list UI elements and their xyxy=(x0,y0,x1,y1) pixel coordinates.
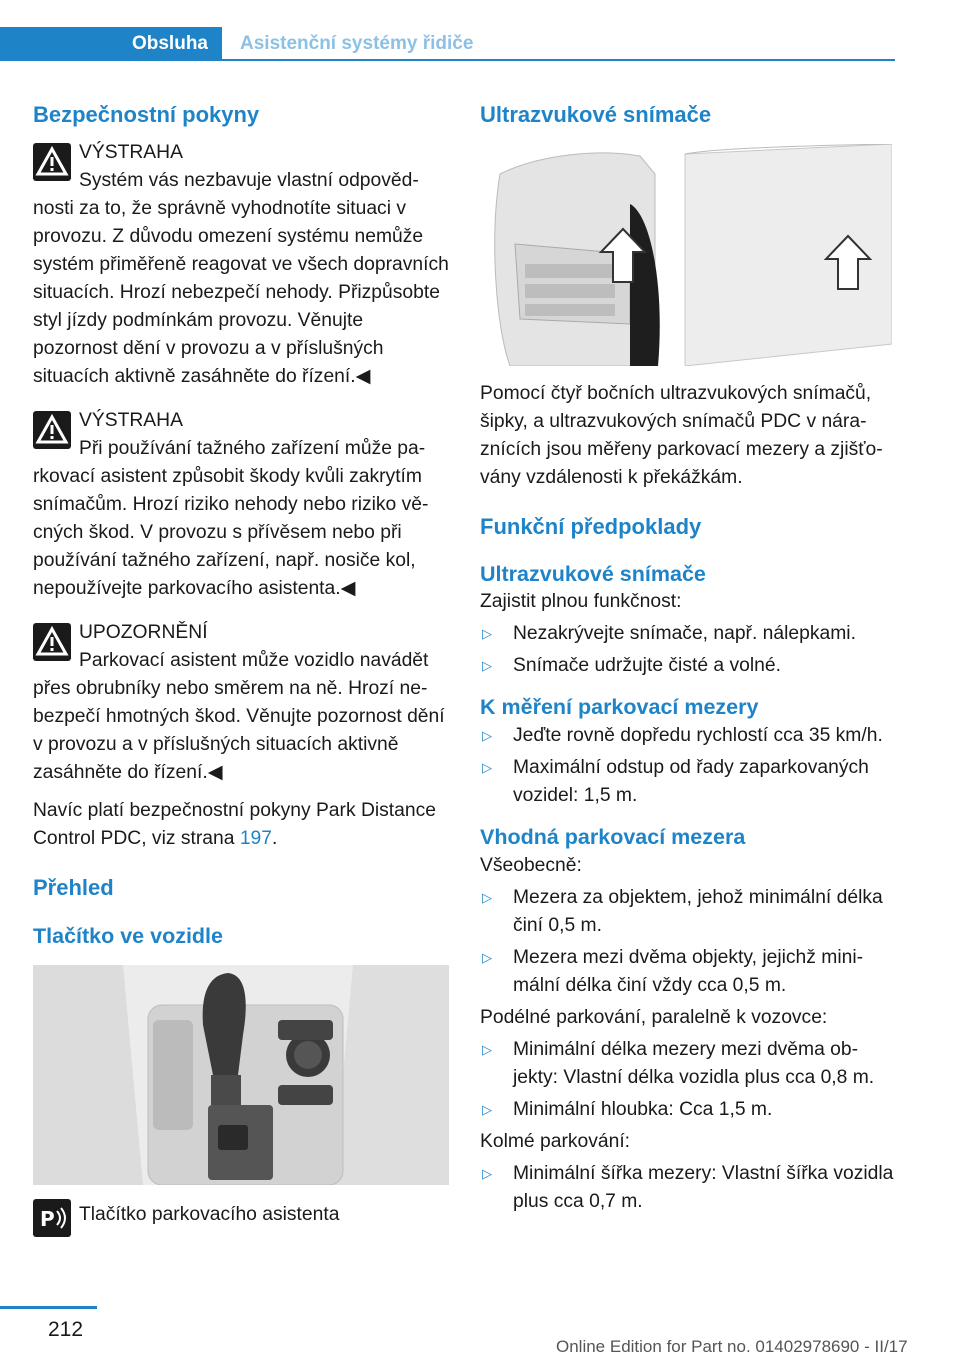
warning-text: Systém vás nezbavuje vlastní odpovědnosti za to, že správně vyhodnotíte situaci v provozu. Z důvodu omezení systému nemůže systém přiměřeně reagovat ve všech dopravních situacích. Hrozí nebezpečí nehody. Přizpůsobte styl jízdy podmínkám provozu. Věnujte pozornost dění v provozu a v příslušných situacích aktivně zasáhněte do řízení.◀ xyxy=(33,170,449,387)
pdc-reference xyxy=(33,797,449,853)
pdc-text: Navíc platí bezpečnostní pokyny Park Distance Control PDC, viz strana xyxy=(33,800,436,849)
warning-label: VÝSTRAHA xyxy=(79,410,183,431)
left-column xyxy=(33,100,449,1229)
bullet-triangle-icon: ▷ xyxy=(482,1166,492,1181)
list-item: ▷ Mezera za objektem, jehož minimální délka činí 0,5 m. xyxy=(480,884,896,940)
bullet-triangle-icon: ▷ xyxy=(482,1042,492,1057)
list-item: ▷ Snímače udržujte čisté a volné. xyxy=(480,652,896,680)
requirements-title: Funkční předpoklady xyxy=(480,514,702,539)
list-item: ▷ Jeďte rovně dopředu rychlostí cca 35 km/h. xyxy=(480,722,896,750)
safety-title: Bezpečnostní pokyny xyxy=(33,102,260,127)
warning-triangle-icon xyxy=(33,143,71,181)
svg-text:P: P xyxy=(40,1207,55,1231)
list-item: ▷ Nezakrývejte snímače, např. nálepkami. xyxy=(480,620,896,648)
requirements-subtitle: Ultrazvukové snímače xyxy=(480,562,706,586)
warning-triangle-icon xyxy=(33,411,71,449)
warning-label: VÝSTRAHA xyxy=(79,142,183,163)
requirements-intro: Zajistit plnou funkčnost: xyxy=(480,591,682,612)
warning-block-2 xyxy=(33,405,449,603)
overview-title: Přehled xyxy=(33,875,114,900)
perpendicular-label: Kolmé parkování: xyxy=(480,1131,631,1152)
sensors-text: Pomocí čtyř bočních ultrazvukových snímačů, šipky, a ultrazvukových snímačů PDC v náraznících jsou měřeny parkovací mezery a zjišťovány vzdálenosti k překážkám. xyxy=(480,383,883,488)
parking-assist-icon xyxy=(33,1199,71,1237)
general-label: Všeobecně: xyxy=(480,855,582,876)
warning-text: Při používání tažného zařízení může parkovací asistent způsobit škody kvůli zakrytím snímačům. Hrozí riziko nehody nebo riziko věcných škod. V provozu s přívěsem nebo při používání tažného zařízení, např. nosiče kol, nepoužívejte parkovacího asistenta.◀ xyxy=(33,438,429,599)
header-tabs xyxy=(0,27,895,61)
tab-underline xyxy=(222,59,895,61)
page-number: 212 xyxy=(48,1318,84,1341)
bullet-triangle-icon: ▷ xyxy=(482,890,492,905)
notice-block xyxy=(33,617,449,787)
notice-text: Parkovací asistent může vozidlo navádět přes obrubníky nebo směrem na ně. Hrozí nebezpečí hmotných škod. Věnujte pozornost dění v provozu a v příslušných situacích aktivně zasáhněte do řízení.◀ xyxy=(33,650,445,783)
right-column xyxy=(480,100,896,1216)
measure-title: K měření parkovací mezery xyxy=(480,695,759,719)
list-item: ▷ Maximální odstup od řady zaparkovaných vozidel: 1,5 m. xyxy=(480,754,896,810)
warning-triangle-icon xyxy=(33,623,71,661)
console-image xyxy=(33,965,449,1185)
list-item: ▷ Minimální délka mezery mezi dvěma objekty: Vlastní délka vozidla plus cca 0,8 m. xyxy=(480,1036,896,1092)
bullet-triangle-icon: ▷ xyxy=(482,950,492,965)
bullet-triangle-icon: ▷ xyxy=(482,760,492,775)
button-title: Tlačítko ve vozidle xyxy=(33,924,223,948)
bullet-triangle-icon: ▷ xyxy=(482,626,492,641)
parking-assist-button-row xyxy=(33,1201,449,1229)
tab-obsluha[interactable]: Obsluha xyxy=(0,27,222,61)
space-title: Vhodná parkovací mezera xyxy=(480,825,746,849)
tab-driver-assistance[interactable]: Asistenční systémy řidiče xyxy=(240,33,474,54)
warning-block-1 xyxy=(33,137,449,391)
list-item: ▷ Mezera mezi dvěma objekty, jejichž minimální délka činí vždy cca 0,5 m. xyxy=(480,944,896,1000)
list-item: ▷ Minimální šířka mezery: Vlastní šířka vozidla plus cca 0,7 m. xyxy=(480,1160,896,1216)
footer-line xyxy=(0,1306,97,1309)
list-item: ▷ Minimální hloubka: Cca 1,5 m. xyxy=(480,1096,896,1124)
pdc-end: . xyxy=(271,828,278,849)
sensors-title: Ultrazvukové snímače xyxy=(480,102,712,127)
car-sensors-image xyxy=(480,144,892,366)
bullet-triangle-icon: ▷ xyxy=(482,658,492,673)
notice-label: UPOZORNĚNÍ xyxy=(79,622,208,643)
edition-note: Online Edition for Part no. 01402978690 - II/17 xyxy=(556,1337,908,1356)
bullet-triangle-icon: ▷ xyxy=(482,1102,492,1117)
button-caption: Tlačítko parkovacího asistenta xyxy=(79,1204,340,1225)
parallel-label: Podélné parkování, paralelně k vozovce: xyxy=(480,1007,828,1028)
page-link-197[interactable]: 197 xyxy=(239,828,272,849)
bullet-triangle-icon: ▷ xyxy=(482,728,492,743)
